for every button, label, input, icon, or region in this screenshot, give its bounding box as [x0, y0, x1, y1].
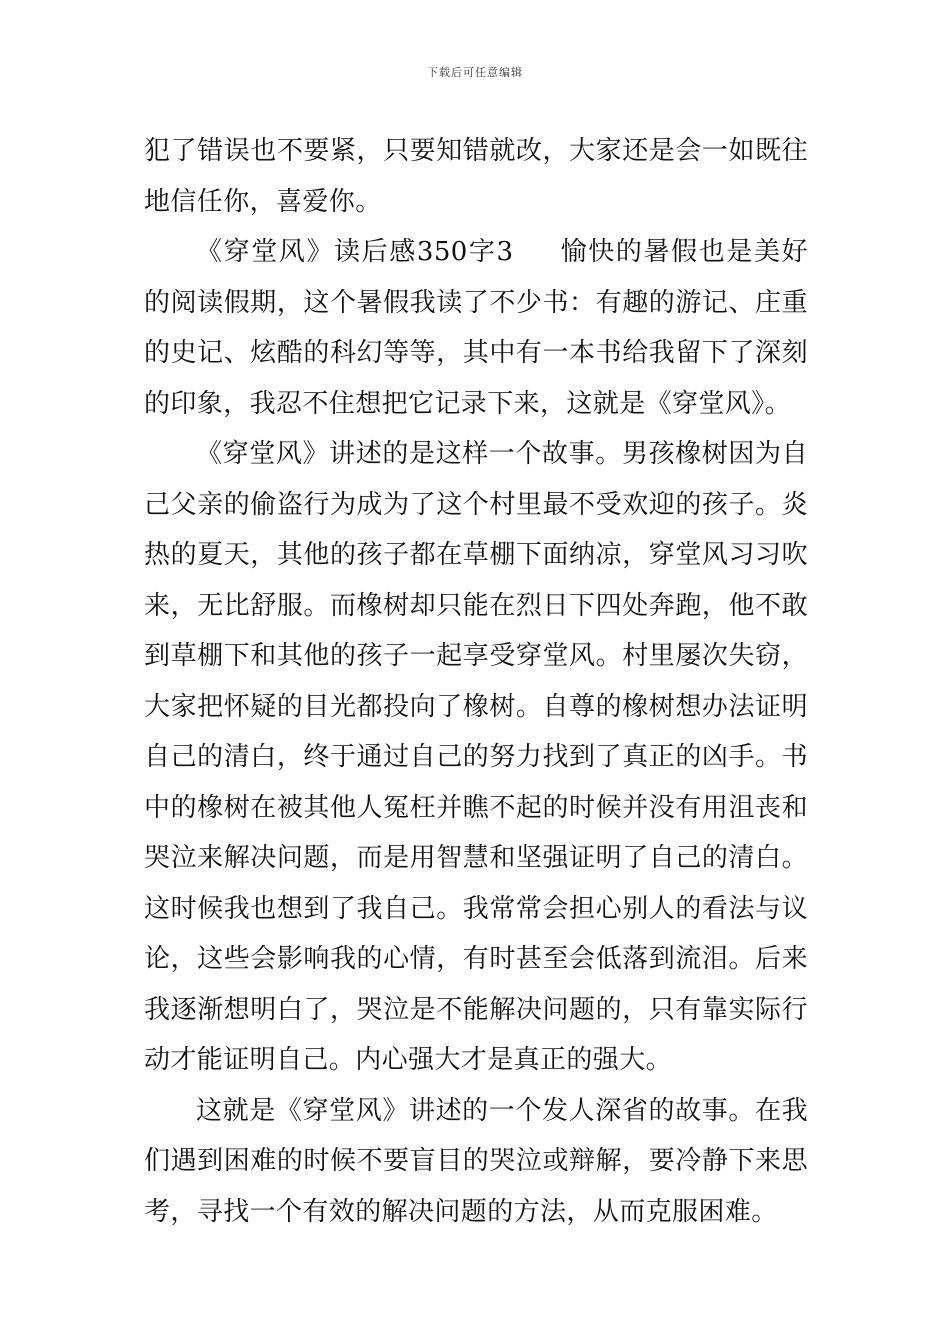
paragraph-2-body: 愉快的暑假也是美好的阅读假期，这个暑假我读了不少书：有趣的游记、庄重的史记、炫酷的科幻等等，其中有一本书给我留下了深刻的印象，我忍不住想把它记录下来，这就是《穿堂风》。 — [144, 237, 808, 419]
page-header: 下载后可任意编辑 — [427, 66, 523, 79]
paragraph-2 — [144, 227, 808, 429]
document-body — [144, 126, 808, 1237]
paragraph-1: 犯了错误也不要紧，只要知错就改，大家还是会一如既往地信任你，喜爱你。 — [144, 136, 808, 217]
paragraph-3: 《穿堂风》讲述的是这样一个故事。男孩橡树因为自己父亲的偷盗行为成为了这个村里最不受欢迎的孩子。炎热的夏天，其他的孩子都在草棚下面纳凉，穿堂风习习吹来，无比舒服。而橡树却只能在烈日下四处奔跑，他不敢到草棚下和其他的孩子一起享受穿堂风。村里屡次失窃，大家把怀疑的目光都投向了橡树。自尊的橡树想办法证明自己的清白，终于通过自己的努力找到了真正的凶手。书中的橡树在被其他人冤枉并瞧不起的时候并没有用沮丧和哭泣来解决问题，而是用智慧和坚强证明了自己的清白。这时候我也想到了我自己。我常常会担心别人的看法与议论，这些会影响我的心情，有时甚至会低落到流泪。后来我逐渐想明白了，哭泣是不能解决问题的，只有靠实际行动才能证明自己。内心强大才是真正的强大。 — [144, 439, 808, 1075]
paragraph-4: 这就是《穿堂风》讲述的一个发人深省的故事。在我们遇到困难的时候不要盲目的哭泣或辩解，要冷静下来思考，寻找一个有效的解决问题的方法，从而克服困难。 — [144, 1095, 808, 1227]
article-title: 《穿堂风》读后感350字3 — [196, 237, 514, 267]
